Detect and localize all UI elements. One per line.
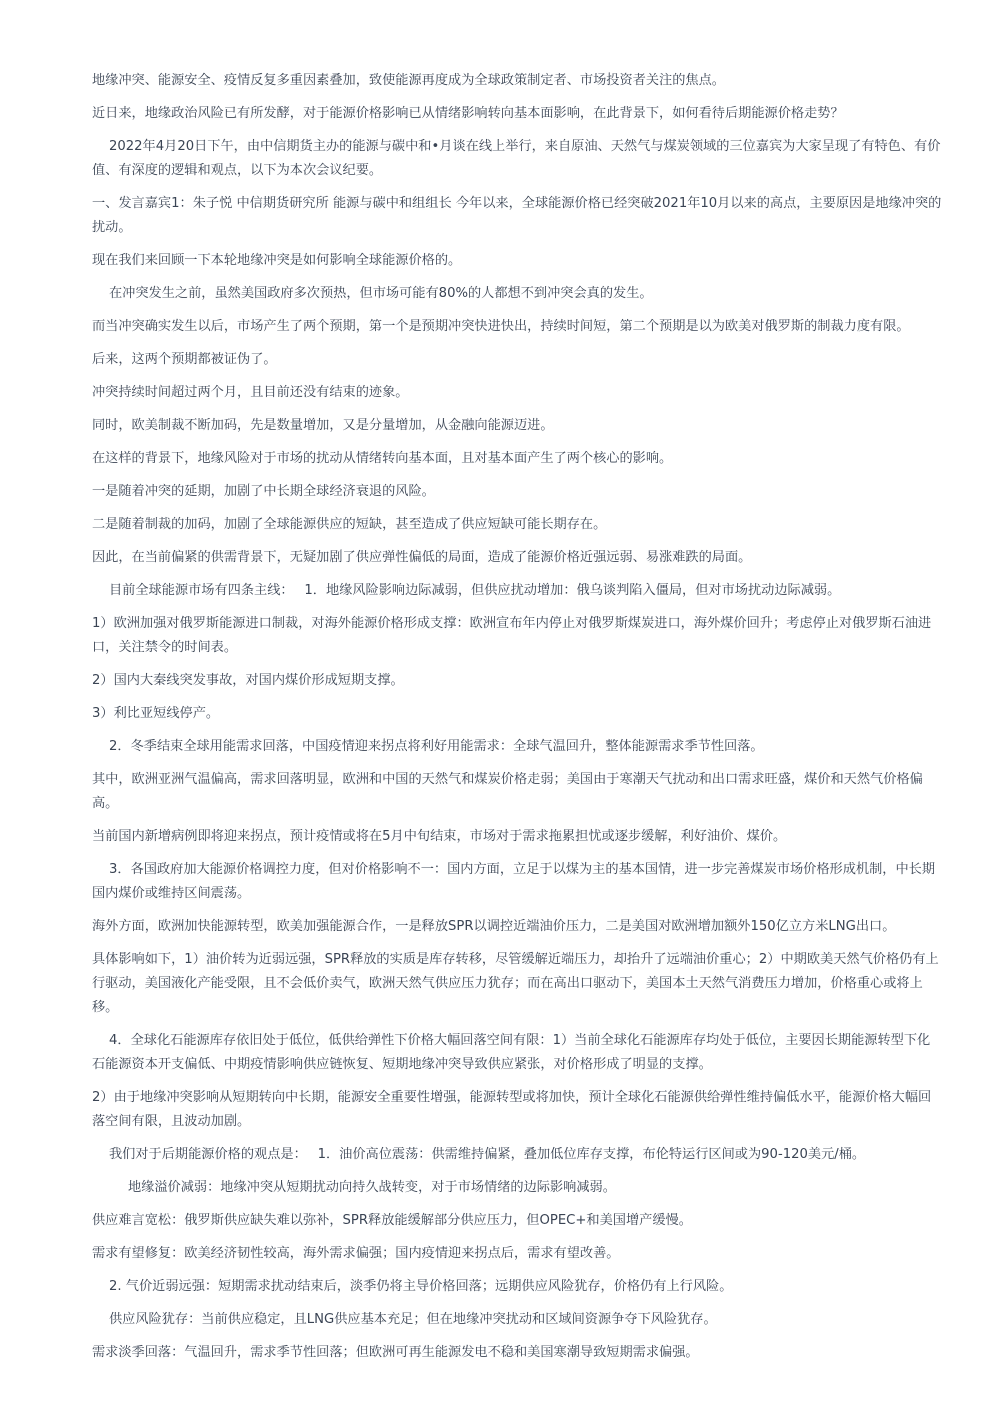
paragraph: 二是随着制裁的加码，加剧了全球能源供应的短缺，甚至造成了供应短缺可能长期存在。	[92, 517, 607, 532]
document-body	[92, 69, 942, 1374]
paragraph: 2）国内大秦线突发事故，对国内煤价形成短期支撑。	[92, 673, 404, 688]
paragraph: 当前国内新增病例即将迎来拐点，预计疫情或将在5月中旬结束，市场对于需求拖累担忧或逐步缓解，利好油价、煤价。	[92, 829, 787, 844]
paragraph: 因此，在当前偏紧的供需背景下，无疑加剧了供应弹性偏低的局面，造成了能源价格近强远弱、易涨难跌的局面。	[92, 550, 752, 565]
paragraph: 现在我们来回顾一下本轮地缘冲突是如何影响全球能源价格的。	[92, 253, 462, 268]
paragraph: 其中，欧洲亚洲气温偏高，需求回落明显，欧洲和中国的天然气和煤炭价格走弱；美国由于寒潮天气扰动和出口需求旺盛，煤价和天然气价格偏高。	[92, 772, 923, 811]
paragraph: 4．全球化石能源库存依旧处于低位，低供给弹性下价格大幅回落空间有限：1）当前全球化石能源库存均处于低位，主要因长期能源转型下化石能源资本开支偏低、中期疫情影响供应链恢复、短期地缘冲突导致供应紧张，对价格形成了明显的支撑。	[92, 1033, 931, 1072]
paragraph: 供应风险犹存：当前供应稳定，且LNG供应基本充足；但在地缘冲突扰动和区域间资源争夺下风险犹存。	[109, 1312, 717, 1327]
paragraph: 冲突持续时间超过两个月，且目前还没有结束的迹象。	[92, 385, 409, 400]
paragraph: 3．各国政府加大能源价格调控力度，但对价格影响不一：国内方面，立足于以煤为主的基本国情，进一步完善煤炭市场价格形成机制，中长期国内煤价或维持区间震荡。	[92, 862, 936, 901]
paragraph: 地缘冲突、能源安全、疫情反复多重因素叠加，致使能源再度成为全球政策制定者、市场投资者关注的焦点。	[92, 73, 725, 88]
paragraph: 在这样的背景下，地缘风险对于市场的扰动从情绪转向基本面，且对基本面产生了两个核心的影响。	[92, 451, 673, 466]
paragraph: 一是随着冲突的延期，加剧了中长期全球经济衰退的风险。	[92, 484, 435, 499]
paragraph: 需求有望修复：欧美经济韧性较高，海外需求偏强；国内疫情迎来拐点后，需求有望改善。	[92, 1246, 620, 1261]
paragraph: 近日来，地缘政治风险已有所发酵，对于能源价格影响已从情绪影响转向基本面影响，在此背景下，如何看待后期能源价格走势？	[92, 106, 844, 121]
paragraph: 3）利比亚短线停产。	[92, 706, 220, 721]
paragraph: 后来，这两个预期都被证伪了。	[92, 352, 277, 367]
paragraph: 具体影响如下，1）油价转为近弱远强，SPR释放的实质是库存转移，尽管缓解近端压力，却抬升了远端油价重心；2）中期欧美天然气价格仍有上行驱动，美国液化产能受限，且不会低价卖气，欧洲天然气供应压力犹存；而在高出口驱动下，美国本土天然气消费压力增加，价格重心或将上移。	[92, 952, 939, 1015]
paragraph: 1）欧洲加强对俄罗斯能源进口制裁，对海外能源价格形成支撑：欧洲宣布年内停止对俄罗斯煤炭进口，海外煤价回升；考虑停止对俄罗斯石油进口，关注禁令的时间表。	[92, 616, 932, 655]
paragraph: 供应难言宽松：俄罗斯供应缺失难以弥补，SPR释放能缓解部分供应压力，但OPEC+和美国增产缓慢。	[92, 1213, 692, 1228]
paragraph: 地缘溢价减弱：地缘冲突从短期扰动向持久战转变，对于市场情绪的边际影响减弱。	[128, 1180, 616, 1195]
paragraph: 目前全球能源市场有四条主线： 1．地缘风险影响边际减弱，但供应扰动增加：俄乌谈判陷入僵局，但对市场扰动边际减弱。	[109, 583, 841, 598]
paragraph: 在冲突发生之前，虽然美国政府多次预热，但市场可能有80%的人都想不到冲突会真的发生。	[109, 286, 653, 301]
paragraph: 需求淡季回落：气温回升，需求季节性回落；但欧洲可再生能源发电不稳和美国寒潮导致短期需求偏强。	[92, 1345, 699, 1360]
paragraph: 海外方面，欧洲加快能源转型，欧美加强能源合作，一是释放SPR以调控近端油价压力，二是美国对欧洲增加额外150亿立方米LNG出口。	[92, 919, 896, 934]
paragraph: 2022年4月20日下午，由中信期货主办的能源与碳中和•月谈在线上举行，来自原油、天然气与煤炭领域的三位嘉宾为大家呈现了有特色、有价值、有深度的逻辑和观点，以下为本次会议纪要。	[92, 139, 941, 178]
paragraph: 而当冲突确实发生以后，市场产生了两个预期，第一个是预期冲突快进快出，持续时间短，第二个预期是以为欧美对俄罗斯的制裁力度有限。	[92, 319, 910, 334]
paragraph: 同时，欧美制裁不断加码，先是数量增加，又是分量增加，从金融向能源迈进。	[92, 418, 554, 433]
paragraph: 2）由于地缘冲突影响从短期转向中长期，能源安全重要性增强，能源转型或将加快，预计全球化石能源供给弹性维持偏低水平，能源价格大幅回落空间有限，且波动加剧。	[92, 1090, 932, 1129]
paragraph: 一、发言嘉宾1：朱子悦 中信期货研究所 能源与碳中和组组长 今年以来，全球能源价格已经突破2021年10月以来的高点，主要原因是地缘冲突的扰动。	[92, 196, 942, 235]
paragraph: 我们对于后期能源价格的观点是： 1．油价高位震荡：供需维持偏紧，叠加低位库存支撑，布伦特运行区间或为90-120美元/桶。	[109, 1147, 866, 1162]
paragraph: 2．冬季结束全球用能需求回落，中国疫情迎来拐点将利好用能需求：全球气温回升，整体能源需求季节性回落。	[109, 739, 764, 754]
paragraph: 2. 气价近弱远强：短期需求扰动结束后，淡季仍将主导价格回落；远期供应风险犹存，价格仍有上行风险。	[109, 1279, 733, 1294]
